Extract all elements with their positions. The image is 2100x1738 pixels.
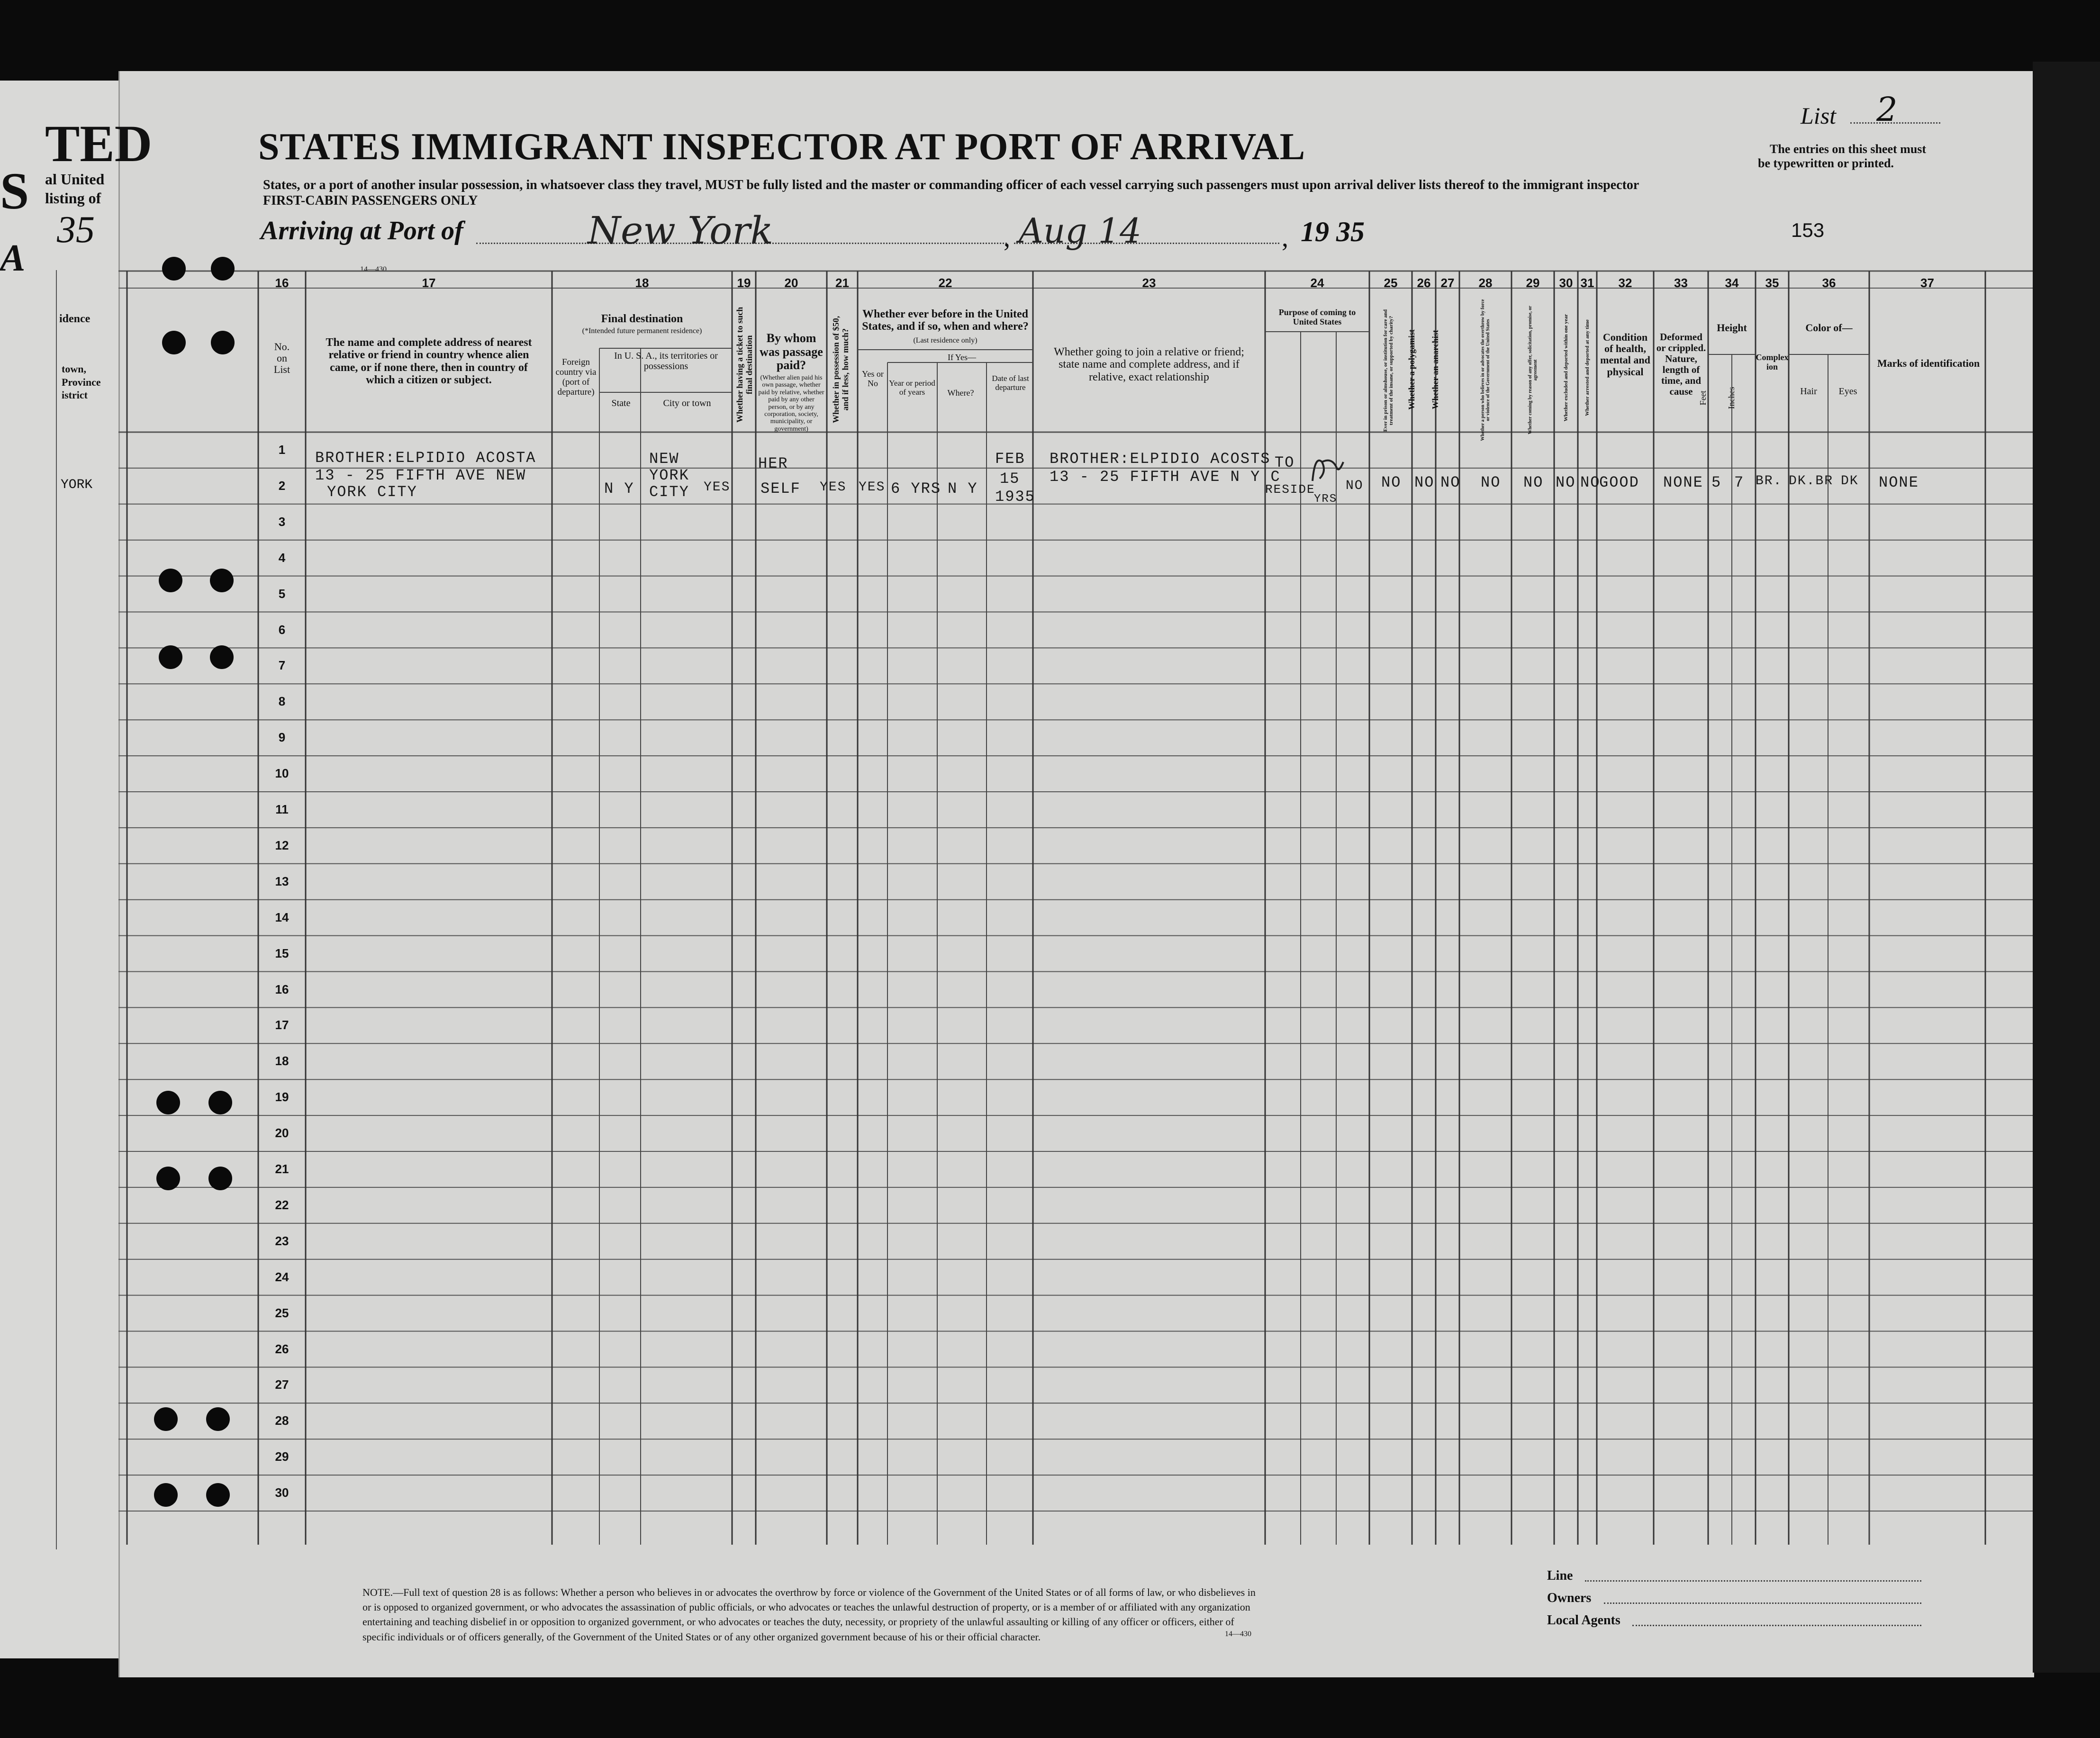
- header-marks: Marks of identification: [1877, 357, 1980, 369]
- row-number: 22: [275, 1197, 289, 1212]
- row-number: 21: [275, 1162, 289, 1176]
- header-last-departure: Date of last departure: [992, 374, 1029, 392]
- punch-hole: [206, 1483, 230, 1507]
- typewritten-note: be typewritten or printed.: [1758, 156, 1894, 170]
- punch-hole: [156, 1167, 180, 1190]
- typewritten-note: The entries on this sheet must: [1770, 142, 1927, 156]
- punch-hole: [154, 1407, 178, 1431]
- colnum-35: 35: [1765, 276, 1779, 290]
- entry-paid-line2: SELF: [760, 480, 801, 498]
- list-value: 2: [1876, 90, 1898, 129]
- punch-hole: [154, 1483, 178, 1507]
- entry-purpose-years: YRS: [1314, 493, 1338, 506]
- row-number: 15: [275, 946, 289, 960]
- row-number: 25: [275, 1305, 289, 1320]
- entry-prison: NO: [1381, 474, 1402, 491]
- colnum-27: 27: [1440, 276, 1455, 290]
- header-overthrow: Whether a person who believes in or advocates the overthrow by force or violence of the Government of the United States: [1480, 299, 1491, 441]
- local-agents-label: Local Agents: [1547, 1613, 1620, 1628]
- entry-offer: NO: [1523, 474, 1544, 491]
- colnum-30: 30: [1559, 276, 1573, 290]
- punch-hole: [210, 569, 234, 592]
- colnum-21: 21: [835, 276, 849, 290]
- entry-before-yesno: YES: [859, 480, 886, 495]
- header-ever-before: Whether ever before in the United States, and if so, when and where?: [862, 308, 1029, 333]
- punch-hole: [210, 645, 234, 669]
- header-feet: Feet: [1698, 390, 1708, 406]
- entry-inches: 7: [1734, 474, 1745, 491]
- year-value: 19 35: [1301, 216, 1365, 247]
- row-number: 10: [275, 766, 289, 781]
- header-if-yes: If Yes—: [947, 353, 976, 362]
- left-strip-heading: TED: [45, 115, 153, 172]
- entry-relative-line2: 13 - 25 FIFTH AVE NEW: [315, 467, 526, 484]
- row-number: 23: [275, 1233, 289, 1248]
- header-excluded: Whether excluded and deported within one year: [1563, 314, 1569, 422]
- left-strip-letter: S: [0, 162, 29, 220]
- entry-purpose-line2: RESIDE: [1265, 482, 1315, 497]
- colnum-29: 29: [1526, 276, 1540, 290]
- entry-purpose-line1: TO: [1275, 454, 1295, 471]
- header-eyes: Eyes: [1838, 386, 1857, 397]
- left-strip-col-header: town, Province istrict: [62, 363, 101, 401]
- row-number: 4: [278, 550, 286, 565]
- entry-city-line2: YORK: [649, 467, 689, 484]
- header-city: City or town: [663, 398, 711, 408]
- entry-deformed: NONE: [1663, 474, 1703, 491]
- page-title: STATES IMMIGRANT INSPECTOR AT PORT OF ARRIVAL: [258, 126, 1306, 168]
- entry-city-line1: NEW: [649, 450, 679, 468]
- row-number: 13: [275, 874, 289, 888]
- header-prison: Ever in prison or almshouse, or institution for care and treatment of the insane, or supported by charity?: [1382, 309, 1394, 432]
- row-number: 17: [275, 1018, 289, 1032]
- header-health: Condition of health, mental and physical: [1600, 331, 1650, 378]
- colnum-33: 33: [1674, 276, 1688, 290]
- passenger-class: FIRST-CABIN PASSENGERS ONLY: [263, 193, 478, 208]
- entry-polygamist: NO: [1414, 474, 1435, 491]
- header-purpose: Purpose of coming to United States: [1278, 308, 1356, 326]
- list-label: List: [1801, 102, 1837, 129]
- entry-money: YES: [820, 480, 847, 495]
- colnum-32: 32: [1618, 276, 1632, 290]
- page-number: 153: [1791, 219, 1825, 241]
- question-28-note: NOTE.—Full text of question 28 is as follows: Whether a person who believes in or advocates the overthrow by force or violence of the Government of the United States or of all forms of law, or who disbelieves in or is opposed to organized government, or who advocates the assassination of public officials, or who advocates or teaches the unlawful destruction of property, or is a member of or affiliated with any organization entertaining and teaching disbelief in or opposition to organized government, or who advocates or teaches the duty, necessity, or propriety of the unlawful assaulting or killing of any officer or officers, either of specific individuals or of officers generally, of the Government of the United States or of any other organized government because of his or their official character.: [362, 1586, 1256, 1643]
- local-agents-field: [1632, 1625, 1921, 1626]
- row-number: 11: [275, 802, 289, 816]
- entry-health: GOOD: [1599, 474, 1639, 491]
- entry-join-line1: BROTHER:ELPIDIO ACOSTS: [1050, 450, 1271, 468]
- left-strip-line: listing of: [45, 190, 101, 207]
- form-number: 14—430: [1225, 1630, 1251, 1638]
- entry-purpose-citizen: NO: [1346, 479, 1364, 493]
- form-number: 14—430: [360, 265, 387, 273]
- header-year-period: Year or period of years: [889, 379, 935, 397]
- entry-anarchist: NO: [1440, 474, 1461, 491]
- header-ticket: Whether having a ticket to such final destination: [735, 307, 754, 423]
- line-label: Line: [1547, 1568, 1573, 1583]
- entry-arrested: NO: [1580, 474, 1601, 491]
- header-polygamist: Whether a polygamist: [1407, 329, 1417, 410]
- header-fifty-dollars: Whether in possession of $50, and if less, how much?: [831, 316, 850, 423]
- header-ever-before-sub: (Last residence only): [913, 336, 978, 344]
- arriving-label: Arriving at Port of: [261, 216, 463, 245]
- punch-hole: [159, 569, 182, 592]
- entry-join-line2: 13 - 25 FIFTH AVE N Y C: [1050, 468, 1281, 486]
- handwritten-mark: [1308, 453, 1346, 486]
- colnum-19: 19: [737, 276, 751, 290]
- header-state: State: [611, 398, 631, 408]
- colnum-20: 20: [784, 276, 798, 290]
- entry-state: N Y: [604, 480, 634, 498]
- header-deformed: Deformed or crippled. Nature, length of time, and cause: [1656, 331, 1706, 398]
- header-passage-paid: By whom was passage paid?: [760, 331, 823, 372]
- row-number: 28: [275, 1413, 289, 1428]
- line-field: [1585, 1580, 1921, 1582]
- entry-relative-line1: BROTHER:ELPIDIO ACOSTA: [315, 449, 536, 467]
- header-foreign-country: Foreign country via (port of departure): [555, 357, 597, 397]
- header-where: Where?: [947, 388, 974, 398]
- entry-departure-line2: 15: [1000, 470, 1020, 488]
- punch-hole: [211, 257, 235, 281]
- header-complexion: Complexion: [1756, 353, 1789, 371]
- colnum-23: 23: [1142, 276, 1156, 290]
- header-color-of: Color of—: [1805, 322, 1853, 334]
- punch-hole: [162, 257, 186, 281]
- entry-ticket: YES: [704, 480, 731, 495]
- entry-overthrow: NO: [1481, 474, 1501, 491]
- row-number: 26: [275, 1341, 289, 1356]
- colnum-31: 31: [1580, 276, 1594, 290]
- punch-hole: [159, 645, 182, 669]
- left-strip-letter: A: [0, 237, 26, 279]
- colnum-16: 16: [275, 276, 289, 290]
- colnum-18: 18: [635, 276, 649, 290]
- colnum-34: 34: [1725, 276, 1739, 290]
- header-yes-no: Yes or No: [862, 369, 884, 388]
- colnum-24: 24: [1310, 276, 1324, 290]
- row-number: 19: [275, 1090, 289, 1104]
- owners-label: Owners: [1547, 1591, 1592, 1605]
- header-final-destination: Final destination: [601, 313, 683, 325]
- header-going-to-join: Whether going to join a relative or friend; state name and complete address, and if relative, exact relationship: [1054, 346, 1244, 383]
- header-final-destination-sub: (*Intended future permanent residence): [582, 327, 702, 335]
- comma: ,: [1282, 223, 1288, 253]
- row-number: 14: [275, 910, 289, 924]
- date-value: Aug 14: [1019, 211, 1141, 251]
- colnum-25: 25: [1384, 276, 1398, 290]
- colnum-17: 17: [422, 276, 436, 290]
- row-number: 12: [275, 838, 289, 852]
- row-number: 16: [275, 982, 289, 996]
- left-strip-year: 35: [57, 209, 95, 251]
- row-number: 24: [275, 1269, 289, 1284]
- punch-hole: [208, 1167, 232, 1190]
- header-inches: Inches: [1727, 387, 1737, 409]
- left-strip-line: al United: [45, 171, 105, 188]
- row-number: 6: [278, 622, 286, 637]
- entry-marks: NONE: [1879, 474, 1919, 491]
- entry-before-years: 6 YRS: [891, 480, 941, 498]
- header-arrested: Whether arrested and deported at any time: [1584, 319, 1590, 416]
- header-hair: Hair: [1800, 386, 1817, 397]
- header-no-on-list: No. on List: [273, 341, 290, 376]
- row-number: 8: [278, 694, 286, 709]
- left-strip-rule: [56, 270, 57, 1549]
- row-number: 1: [278, 443, 286, 457]
- header-in-usa: In U. S. A., its territories or possessions: [614, 351, 718, 371]
- entry-city-line3: CITY: [649, 483, 689, 501]
- port-value: New York: [588, 208, 773, 253]
- entry-excluded: NO: [1556, 474, 1576, 491]
- colnum-22: 22: [938, 276, 952, 290]
- row-number: 2: [278, 478, 286, 493]
- entry-departure-line3: 1935: [995, 488, 1035, 506]
- header-offer: Whether coming by reason of any offer, solicitation, promise, or agreement: [1528, 306, 1538, 434]
- punch-hole: [162, 331, 186, 354]
- header-nearest-relative: The name and complete address of nearest relative or friend in country whence alien came, or if none there, then in country of which a citizen or subject.: [326, 336, 532, 387]
- colnum-36: 36: [1822, 276, 1836, 290]
- row-number: 30: [275, 1485, 289, 1500]
- entry-hair: DK.BR: [1789, 474, 1834, 489]
- row-number: 20: [275, 1126, 289, 1141]
- colnum-26: 26: [1417, 276, 1431, 290]
- entry-paid-line1: HER: [758, 455, 788, 472]
- row-number: 9: [278, 730, 286, 745]
- left-strip-col-header: idence: [59, 313, 91, 325]
- row-number: 5: [278, 586, 286, 601]
- header-anarchist: Whether an anarchist: [1430, 330, 1440, 409]
- header-passage-paid-sub: (Whether alien paid his own passage, whether paid by relative, whether paid by any other person, or by any corporation, society, municipality, or government): [758, 374, 824, 433]
- header-height: Height: [1717, 322, 1747, 334]
- entry-feet: 5: [1711, 474, 1722, 491]
- row-number: 27: [275, 1377, 289, 1392]
- colnum-37: 37: [1920, 276, 1934, 290]
- punch-hole: [156, 1091, 180, 1114]
- entry-relative-line3: YORK CITY: [327, 483, 417, 501]
- row-number: 18: [275, 1054, 289, 1068]
- owners-field: [1604, 1602, 1921, 1604]
- subtitle: States, or a port of another insular possession, in whatsoever class they travel, MUST be fully listed and the master or commanding officer of each vessel carrying such passengers must upon arrival deliver lists thereof to the immigrant inspector: [263, 178, 1639, 192]
- row-number: 7: [278, 658, 286, 673]
- entry-departure-line1: FEB: [995, 450, 1025, 468]
- colnum-28: 28: [1478, 276, 1493, 290]
- entry-before-where: N Y: [948, 480, 978, 498]
- row-number: 29: [275, 1449, 289, 1464]
- left-strip-residence: YORK: [61, 478, 93, 492]
- punch-hole: [211, 331, 235, 354]
- punch-hole: [206, 1407, 230, 1431]
- row-number: 3: [278, 514, 286, 529]
- comma: ,: [1004, 223, 1010, 253]
- entry-eyes: DK: [1841, 474, 1859, 489]
- entry-complexion: BR.: [1756, 474, 1783, 489]
- page-edge: [2033, 62, 2100, 1673]
- punch-hole: [208, 1091, 232, 1114]
